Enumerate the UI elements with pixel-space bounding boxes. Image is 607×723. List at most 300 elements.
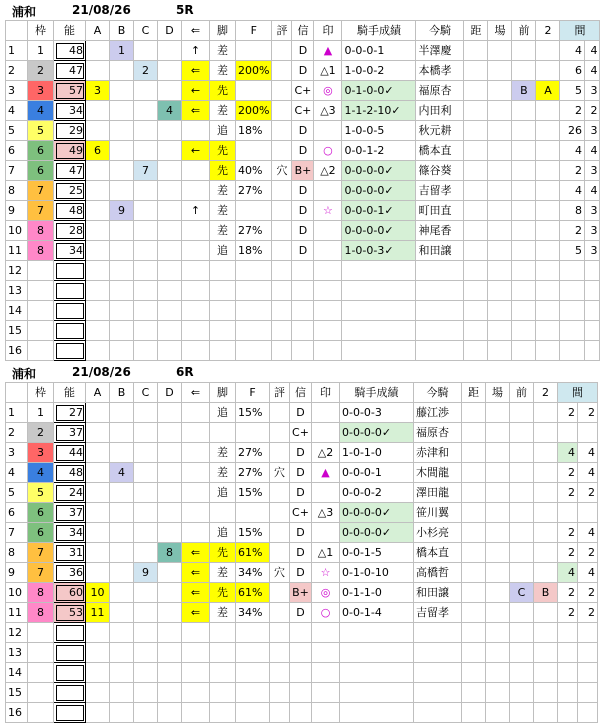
empty-row [6,663,598,683]
jockey-record-cell [342,261,416,281]
d-cell [158,221,182,241]
style-cell: 差 [210,181,236,201]
waku-cell [28,623,54,643]
distance-cell [462,663,486,683]
arrow-cell [182,181,210,201]
row-number-cell: 9 [6,201,28,221]
second-cell [534,503,558,523]
d-cell [158,241,182,261]
c-cell [134,321,158,341]
interval-cell-2: 3 [584,201,599,221]
a-cell [86,101,110,121]
track-cell [486,683,510,703]
interval-cell: 5 [560,241,585,261]
track-cell [488,341,512,361]
row-number-cell: 12 [6,261,28,281]
trust-cell [290,623,312,643]
jockey-cell: 橋本直 [414,543,462,563]
race-table [5,382,598,723]
waku-cell: 2 [28,61,54,81]
d-cell [158,643,182,663]
jockey-record-cell [342,341,416,361]
waku-cell: 8 [28,603,54,623]
track-cell [488,161,512,181]
f-cell: 15% [236,483,270,503]
distance-cell [464,281,488,301]
trust-cell: D [290,443,312,463]
f-cell: 27% [236,221,272,241]
row-number-cell: 14 [6,301,28,321]
c-cell [134,221,158,241]
a-cell [86,121,110,141]
track-cell [486,523,510,543]
row-number-cell: 3 [6,81,28,101]
trust-cell: D [290,563,312,583]
waku-cell: 8 [28,221,54,241]
c-cell [134,121,158,141]
second-cell [536,321,560,341]
table-row [6,41,600,61]
b-cell [110,683,134,703]
header-13: 今騎 [416,21,464,41]
arrow-cell [182,503,210,523]
f-cell: 18% [236,121,272,141]
interval-cell [560,301,585,321]
a-cell [86,161,110,181]
b-cell [110,181,134,201]
d-cell [158,603,182,623]
waku-cell [28,261,54,281]
f-cell [236,503,270,523]
ability-cell: 31 [54,543,86,563]
rating-cell [270,663,290,683]
interval-cell-2 [578,423,598,443]
b-cell [110,443,134,463]
jockey-cell: 半澤慶 [416,41,464,61]
race-number-label: 6R [176,365,194,379]
row-number-cell: 13 [6,281,28,301]
jockey-record-cell: 0-0-0-1✓ [342,201,416,221]
ability-cell: 48 [54,41,86,61]
prev-cell [510,663,534,683]
row-number-cell: 12 [6,623,28,643]
row-number-cell: 7 [6,523,28,543]
a-cell [86,241,110,261]
mark-cell [314,121,342,141]
ability-cell [54,623,86,643]
header-6: ⇐ [182,383,210,403]
jockey-record-cell: 1-0-0-3✓ [342,241,416,261]
second-cell: A [536,81,560,101]
style-cell: 追 [210,523,236,543]
header-3: B [110,21,134,41]
track-cell [488,281,512,301]
mark-cell: ▲ [314,41,342,61]
c-cell [134,261,158,281]
table-row [6,423,598,443]
prev-cell [510,623,534,643]
b-cell [110,623,134,643]
style-cell [210,623,236,643]
d-cell [158,201,182,221]
a-cell [86,503,110,523]
c-cell [134,503,158,523]
b-cell [110,483,134,503]
waku-cell: 5 [28,483,54,503]
jockey-record-cell [340,703,414,723]
jockey-record-cell: 0-0-0-0✓ [340,503,414,523]
ability-cell [54,301,86,321]
ability-cell: 47 [54,161,86,181]
b-cell [110,663,134,683]
track-cell [486,603,510,623]
jockey-record-cell: 0-0-1-5 [340,543,414,563]
jockey-record-cell: 0-0-0-1 [342,41,416,61]
track-cell [486,403,510,423]
mark-cell: ☆ [314,201,342,221]
jockey-cell [414,623,462,643]
empty-row [6,301,600,321]
table-row [6,603,598,623]
jockey-cell: 澤田龍 [414,483,462,503]
distance-cell [464,261,488,281]
prev-cell [512,261,536,281]
waku-cell: 1 [28,403,54,423]
arrow-cell [182,703,210,723]
distance-cell [462,703,486,723]
style-cell [210,683,236,703]
interval-cell-2: 4 [578,563,598,583]
ability-cell: 57 [54,81,86,101]
f-cell [236,663,270,683]
c-cell [134,643,158,663]
rating-cell [272,301,292,321]
f-cell [236,301,272,321]
row-number-cell: 10 [6,583,28,603]
b-cell [110,583,134,603]
jockey-cell: 笹川翼 [414,503,462,523]
header-18: 間 [558,383,598,403]
trust-cell: D [290,483,312,503]
b-cell [110,281,134,301]
header-row [6,383,598,403]
rating-cell [270,423,290,443]
rating-cell [270,483,290,503]
arrow-cell: ⇐ [182,543,210,563]
d-cell [158,623,182,643]
header-4: C [134,21,158,41]
arrow-cell: ⇐ [182,603,210,623]
header-8: F [236,383,270,403]
distance-cell [464,181,488,201]
mark-cell: ○ [312,603,340,623]
race-number-label: 5R [176,3,194,17]
ability-cell: 24 [54,483,86,503]
interval-cell-2 [578,503,598,523]
second-cell [534,643,558,663]
a-cell [86,301,110,321]
interval-cell-2: 2 [578,543,598,563]
arrow-cell [182,341,210,361]
interval-cell: 2 [558,483,578,503]
trust-cell: D [292,121,314,141]
table-row [6,483,598,503]
interval-cell-2: 3 [584,221,599,241]
f-cell: 200% [236,61,272,81]
d-cell [158,261,182,281]
c-cell: 2 [134,61,158,81]
waku-cell [28,643,54,663]
row-number-cell: 5 [6,483,28,503]
mark-cell [312,703,340,723]
arrow-cell [182,321,210,341]
header-7: 脚 [210,21,236,41]
trust-cell [290,683,312,703]
ability-cell: 37 [54,423,86,443]
jockey-cell [414,703,462,723]
prev-cell [512,201,536,221]
f-cell: 200% [236,101,272,121]
c-cell [134,403,158,423]
interval-cell-2: 2 [584,101,599,121]
waku-cell: 5 [28,121,54,141]
row-number-cell: 11 [6,603,28,623]
second-cell [534,443,558,463]
b-cell [110,61,134,81]
jockey-record-cell: 0-1-1-0 [340,583,414,603]
rating-cell [270,443,290,463]
a-cell: 11 [86,603,110,623]
c-cell [134,341,158,361]
track-cell [486,703,510,723]
b-cell [110,423,134,443]
a-cell [86,261,110,281]
f-cell [236,643,270,663]
d-cell [158,683,182,703]
d-cell [158,703,182,723]
interval-cell-2 [584,341,599,361]
second-cell [536,301,560,321]
arrow-cell [182,683,210,703]
header-11: 印 [312,383,340,403]
f-cell [236,281,272,301]
header-15: 場 [486,383,510,403]
prev-cell [512,121,536,141]
b-cell [110,563,134,583]
c-cell [134,181,158,201]
interval-cell-2 [578,703,598,723]
trust-cell: D [292,221,314,241]
style-cell: 先 [210,161,236,181]
mark-cell: △3 [314,101,342,121]
prev-cell [512,61,536,81]
prev-cell [512,41,536,61]
d-cell [158,141,182,161]
a-cell [86,403,110,423]
waku-cell [28,683,54,703]
a-cell: 10 [86,583,110,603]
track-cell [488,41,512,61]
jockey-cell: 小杉亮 [414,523,462,543]
d-cell: 4 [158,101,182,121]
interval-cell-2: 3 [584,81,599,101]
arrow-cell [182,643,210,663]
interval-cell-2: 3 [584,121,599,141]
row-number-cell: 2 [6,61,28,81]
interval-cell: 4 [560,181,585,201]
header-17: 2 [534,383,558,403]
jockey-record-cell [342,301,416,321]
f-cell [236,341,272,361]
track-cell [486,663,510,683]
interval-cell: 5 [560,81,585,101]
ability-cell: 48 [54,201,86,221]
ability-cell [54,663,86,683]
waku-cell: 2 [28,423,54,443]
table-row [6,463,598,483]
track-cell [488,221,512,241]
arrow-cell [182,261,210,281]
date-label: 21/08/26 [72,365,131,379]
second-cell [534,423,558,443]
waku-cell [28,321,54,341]
rating-cell [272,221,292,241]
prev-cell [512,221,536,241]
c-cell [134,281,158,301]
c-cell [134,663,158,683]
arrow-cell [182,663,210,683]
style-cell [210,663,236,683]
jockey-record-cell: 0-0-0-0✓ [342,161,416,181]
c-cell [134,41,158,61]
header-18: 間 [560,21,600,41]
row-number-cell: 2 [6,423,28,443]
style-cell [210,423,236,443]
distance-cell [462,583,486,603]
prev-cell [510,483,534,503]
rating-cell: 穴 [270,563,290,583]
prev-cell [510,683,534,703]
header-11: 印 [314,21,342,41]
jockey-cell: 内田利 [416,101,464,121]
waku-cell [28,703,54,723]
b-cell [110,161,134,181]
b-cell [110,503,134,523]
b-cell [110,221,134,241]
f-cell: 27% [236,181,272,201]
header-no-cell [6,21,28,41]
trust-cell [292,281,314,301]
prev-cell [510,603,534,623]
empty-row [6,623,598,643]
trust-cell: D [290,403,312,423]
row-number-cell: 4 [6,463,28,483]
style-cell: 差 [210,443,236,463]
second-cell [536,281,560,301]
rating-cell [270,503,290,523]
prev-cell [512,181,536,201]
f-cell [236,423,270,443]
prev-cell [512,161,536,181]
waku-cell: 7 [28,543,54,563]
jockey-cell: 赤津和 [414,443,462,463]
table-row [6,141,600,161]
prev-cell: C [510,583,534,603]
header-10: 信 [290,383,312,403]
mark-cell [312,523,340,543]
d-cell [158,61,182,81]
table-row [6,523,598,543]
header-14: 距 [464,21,488,41]
empty-row [6,341,600,361]
jockey-record-cell [340,663,414,683]
date-label: 21/08/26 [72,3,131,17]
f-cell: 61% [236,583,270,603]
arrow-cell [182,121,210,141]
c-cell [134,301,158,321]
empty-row [6,261,600,281]
rating-cell [272,261,292,281]
f-cell [236,321,272,341]
interval-cell [560,261,585,281]
interval-cell: 2 [558,583,578,603]
a-cell [86,703,110,723]
f-cell: 34% [236,563,270,583]
interval-cell-2: 4 [584,141,599,161]
ability-cell: 37 [54,503,86,523]
rating-cell [272,341,292,361]
distance-cell [464,141,488,161]
a-cell [86,463,110,483]
rating-cell [272,201,292,221]
rating-cell: 穴 [270,463,290,483]
interval-cell-2 [584,301,599,321]
interval-cell: 6 [560,61,585,81]
ability-cell [54,281,86,301]
waku-cell [28,301,54,321]
distance-cell [464,101,488,121]
d-cell [158,181,182,201]
trust-cell [290,703,312,723]
waku-cell: 4 [28,463,54,483]
arrow-cell [182,483,210,503]
race-header [0,362,607,382]
row-number-cell: 13 [6,643,28,663]
distance-cell [462,403,486,423]
style-cell: 差 [210,221,236,241]
distance-cell [464,161,488,181]
d-cell: 8 [158,543,182,563]
mark-cell: △2 [314,161,342,181]
ability-cell: 60 [54,583,86,603]
f-cell [236,261,272,281]
jockey-cell: 和田譲 [414,583,462,603]
empty-row [6,643,598,663]
distance-cell [464,221,488,241]
table-row [6,563,598,583]
jockey-cell: 福原杏 [416,81,464,101]
jockey-record-cell [340,623,414,643]
d-cell [158,341,182,361]
interval-cell [560,321,585,341]
distance-cell [462,603,486,623]
style-cell: 差 [210,41,236,61]
c-cell [134,141,158,161]
a-cell [86,663,110,683]
table-row [6,61,600,81]
a-cell [86,281,110,301]
ability-cell: 25 [54,181,86,201]
